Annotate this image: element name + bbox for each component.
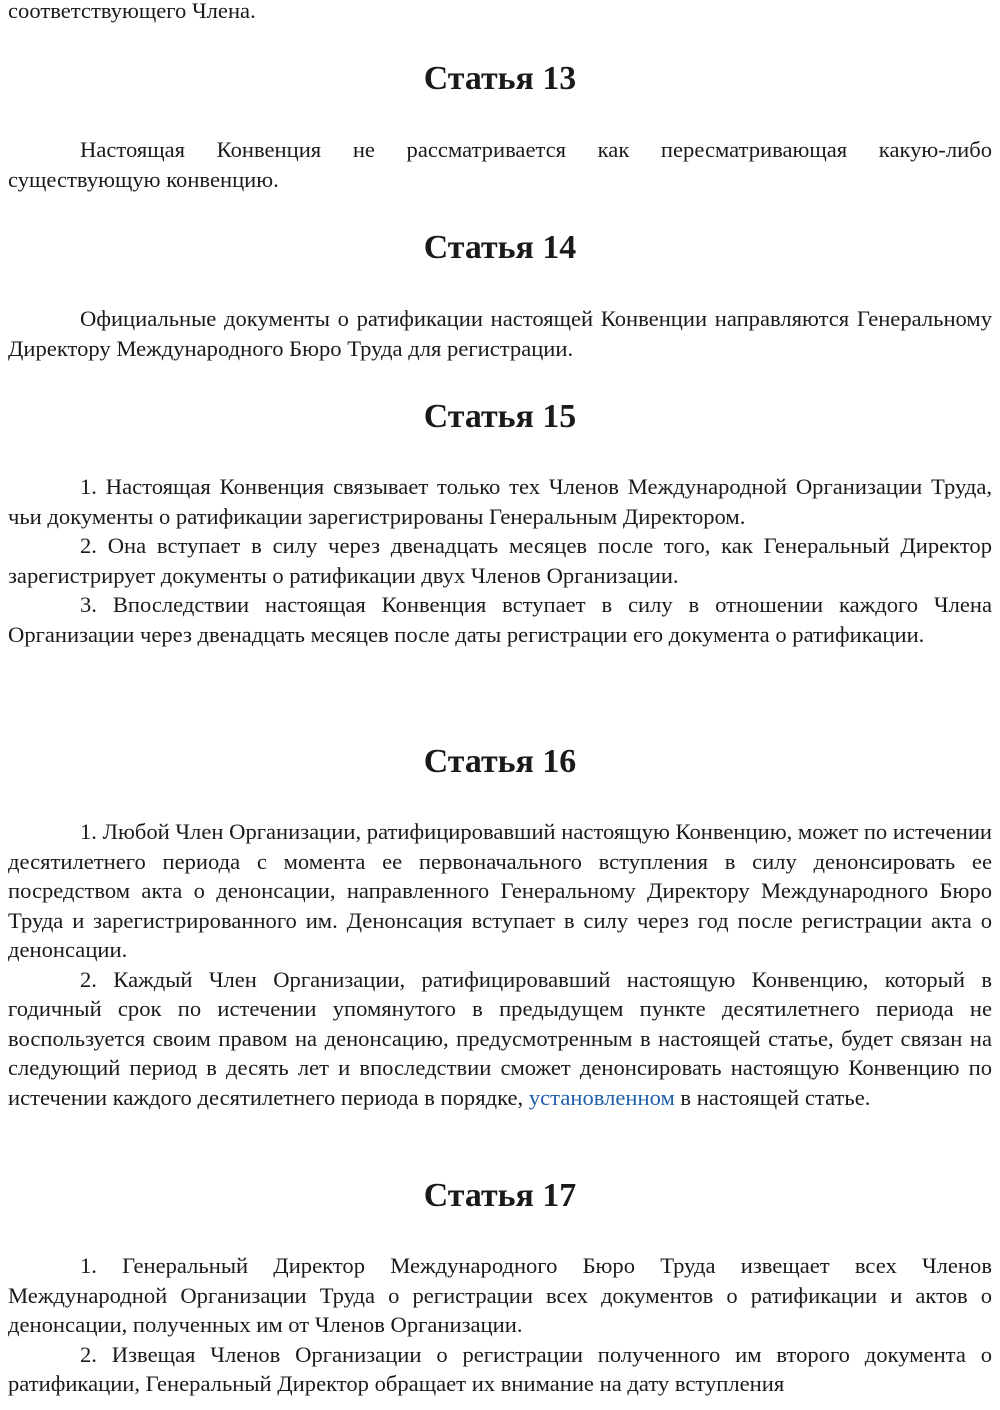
article-15-body	[8, 472, 992, 649]
article-17-paragraph-2: 2. Извещая Членов Организации о регистрации полученного им второго документа о ратификации, Генеральный Директор обращает их внимание на дату вступления	[8, 1341, 992, 1396]
article-16-link[interactable]: установленном	[528, 1084, 675, 1110]
article-13-title: Статья 13	[423, 60, 577, 97]
article-16-paragraph-2-text-end: в настоящей статье.	[674, 1084, 871, 1110]
top-fragment: соответствующего Члена.	[8, 0, 256, 23]
article-16-paragraph-2-text-start: 2. Каждый Член Организации, ратифицировавший настоящую Конвенцию, который в годичный срок по истечении упомянутого в предыдущем пункте десятилетнего периода не воспользуется своим правом на денонсацию, предусмотренным в настоящей статье, будет связан на следующий период в десять лет и впоследствии сможет денонсировать настоящую Конвенцию по истечении каждого десятилетнего периода в порядке,	[8, 966, 992, 1110]
article-15-title: Статья 15	[423, 398, 577, 435]
article-14-title: Статья 14	[423, 229, 577, 266]
article-16-body	[8, 817, 992, 1112]
article-14-paragraph-1: Официальные документы о ратификации настоящей Конвенции направляются Генеральному Директору Международного Бюро Труда для регистрации.	[8, 306, 992, 361]
article-17-body	[8, 1251, 992, 1399]
article-17-title: Статья 17	[423, 1177, 577, 1214]
article-15-paragraph-3: 3. Впоследствии настоящая Конвенция вступает в силу в отношении каждого Члена Организации через двенадцать месяцев после даты регистрации его документа о ратификации.	[8, 592, 992, 647]
article-15-paragraph-1: 1. Настоящая Конвенция связывает только тех Членов Международной Организации Труда, чьи документы о ратификации зарегистрированы Генеральным Директором.	[8, 474, 992, 529]
article-16-title: Статья 16	[423, 743, 577, 780]
article-15-paragraph-2: 2. Она вступает в силу через двенадцать месяцев после того, как Генеральный Директор зарегистрирует документы о ратификации двух Членов Организации.	[8, 533, 992, 588]
article-16-paragraph-2	[8, 965, 992, 1113]
article-17-paragraph-1: 1. Генеральный Директор Международного Бюро Труда извещает всех Членов Международной Организации Труда о регистрации всех документов о ратификации и актов о денонсации, полученных им от Членов Организации.	[8, 1253, 992, 1337]
article-13-paragraph-1: Настоящая Конвенция не рассматривается как пересматривающая какую-либо существующую конвенцию.	[8, 137, 992, 192]
article-16-paragraph-1: 1. Любой Член Организации, ратифицировавший настоящую Конвенцию, может по истечении десятилетнего периода с момента ее первоначального вступления в силу денонсировать ее посредством акта о денонсации, направленного Генеральному Директору Международного Бюро Труда и зарегистрированного им. Денонсация вступает в силу через год после регистрации акта о денонсации.	[8, 819, 992, 962]
